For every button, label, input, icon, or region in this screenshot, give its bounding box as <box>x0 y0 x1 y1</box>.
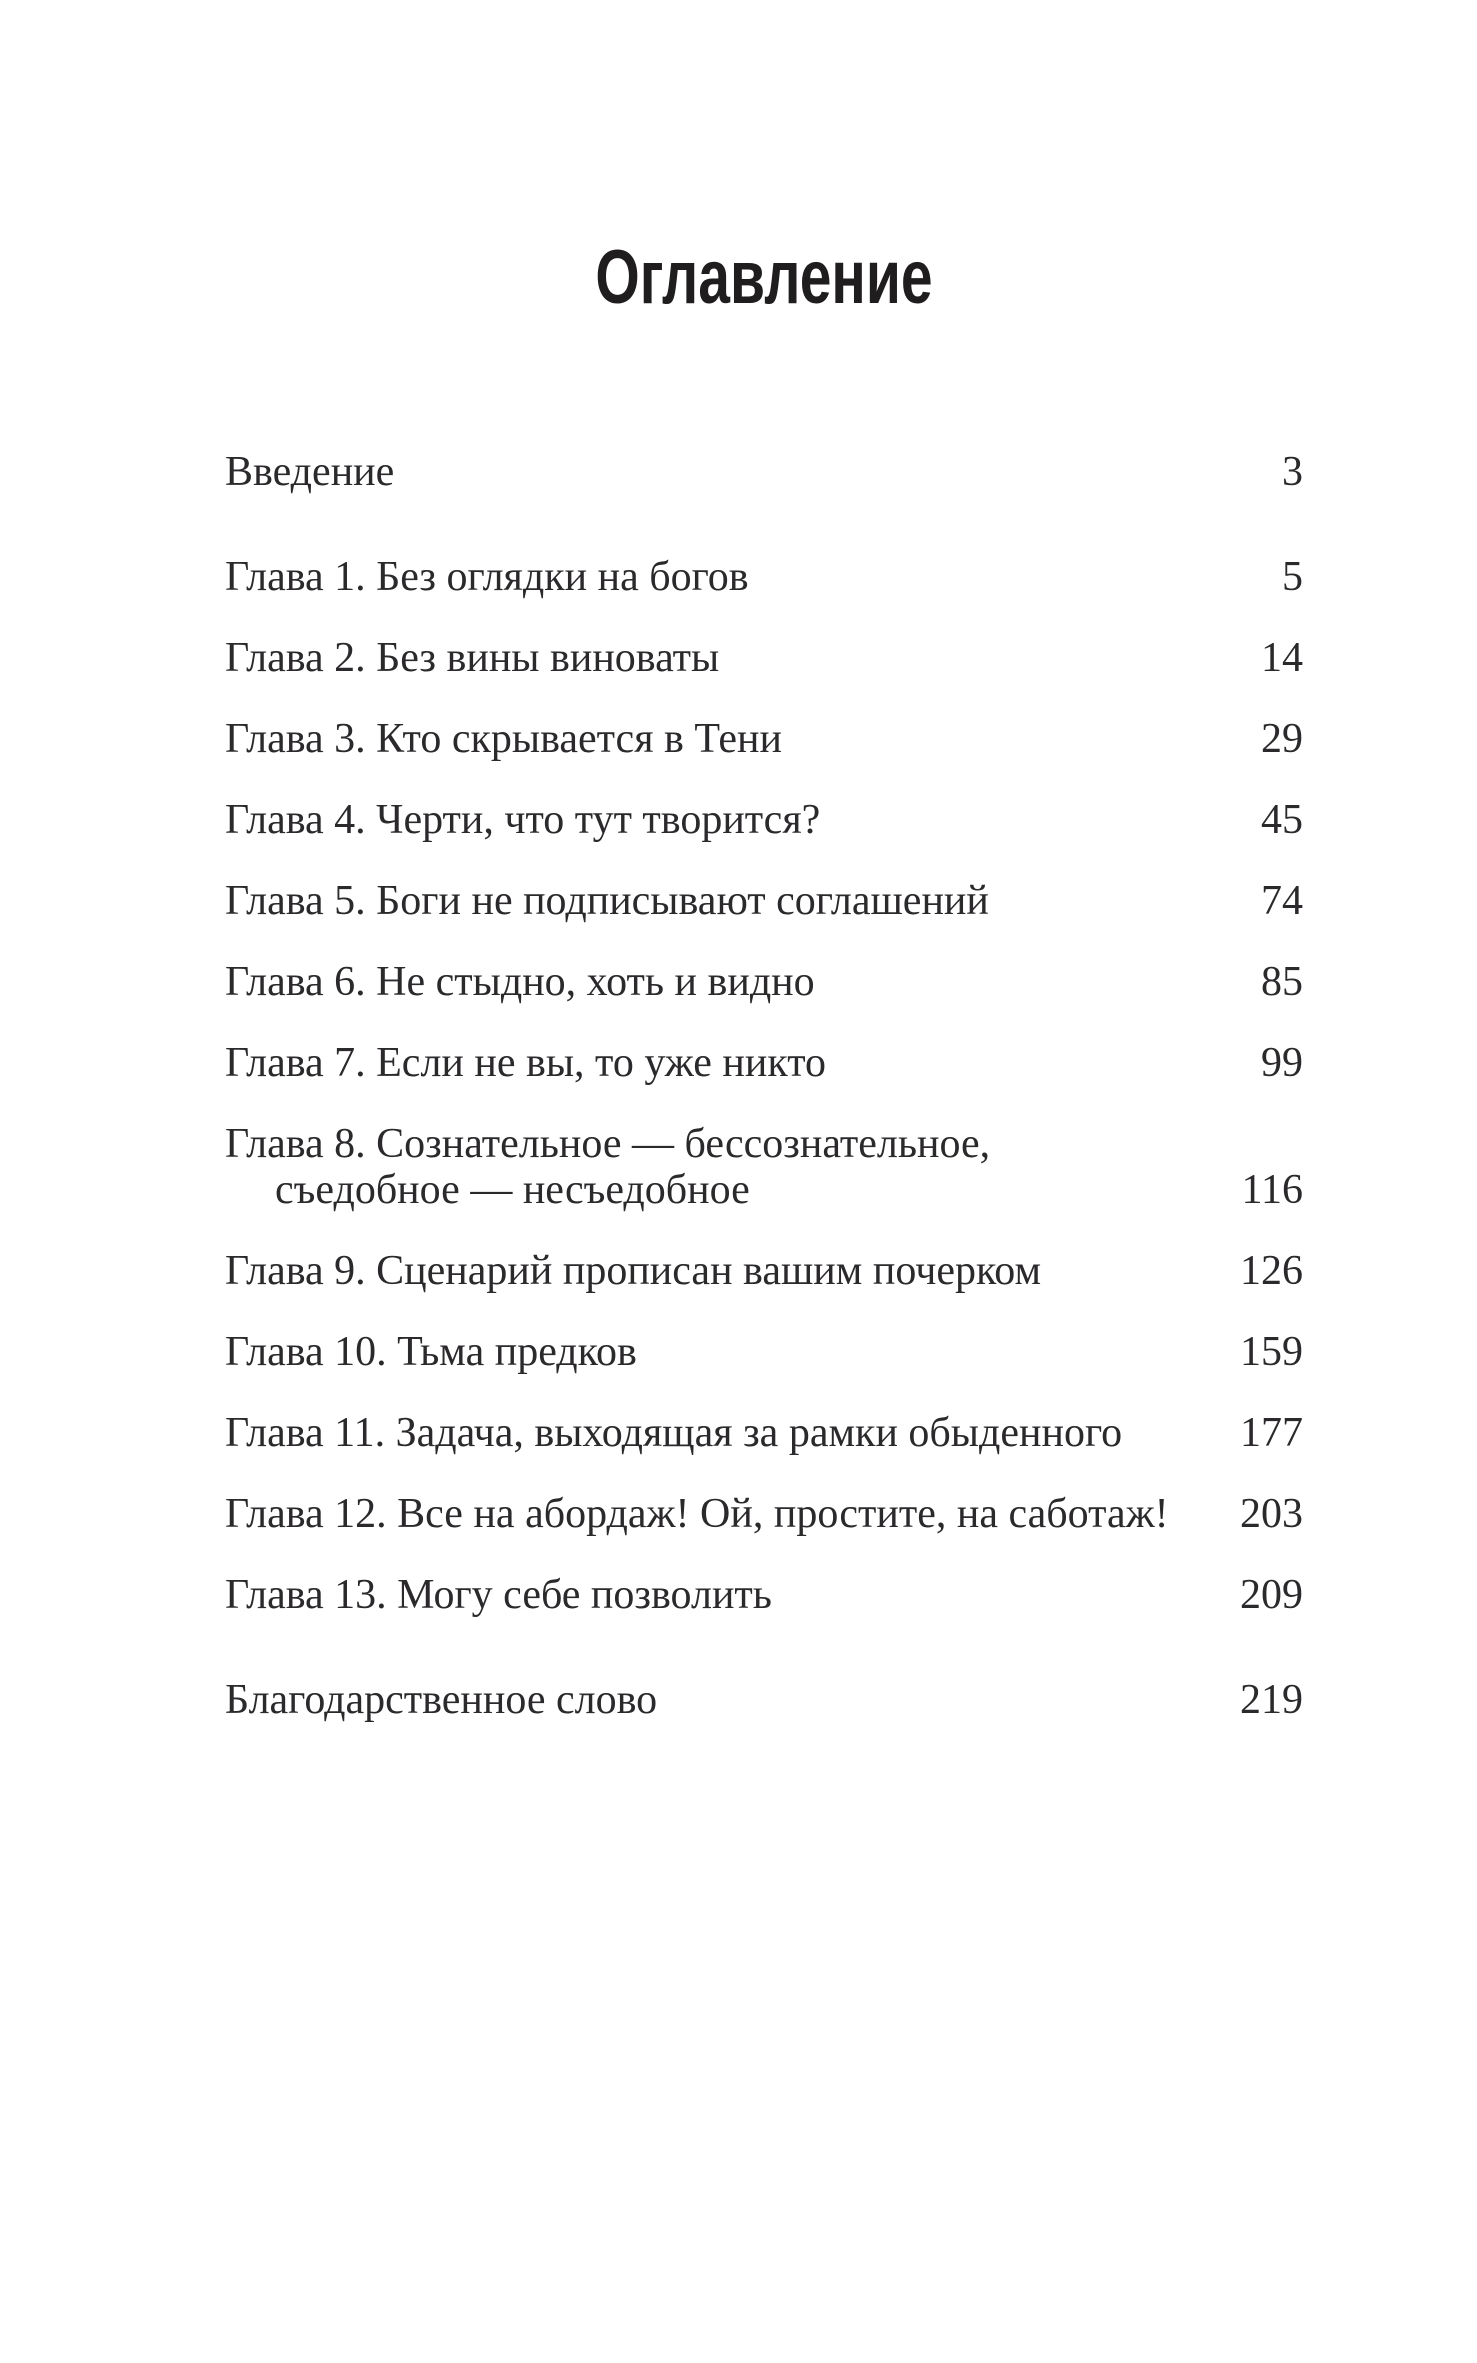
toc-entry-line <box>225 1677 1303 1723</box>
toc-entry-page: 177 <box>1240 1410 1303 1456</box>
toc-entry-line <box>225 716 1303 762</box>
toc-entry-title: Глава 2. Без вины виноваты <box>225 635 720 681</box>
toc-entry-page: 85 <box>1261 959 1303 1005</box>
toc-entry-page: 126 <box>1240 1248 1303 1294</box>
toc-content <box>225 0 1303 1723</box>
toc-entry <box>225 1248 1303 1294</box>
toc-entry-line <box>225 1410 1303 1456</box>
toc-entry <box>225 554 1303 600</box>
toc-entry-line <box>225 1040 1303 1086</box>
toc-entry-title: Глава 5. Боги не подписывают соглашений <box>225 878 989 924</box>
toc-entry-title: Глава 6. Не стыдно, хоть и видно <box>225 959 815 1005</box>
toc-entry-title: Глава 3. Кто скрывается в Тени <box>225 716 782 762</box>
toc-entry-line <box>225 1167 1303 1213</box>
toc-entry-line <box>225 1491 1303 1537</box>
toc-entry-page: 159 <box>1240 1329 1303 1375</box>
toc-entry-title: Глава 8. Сознательное — бессознательное, <box>225 1121 991 1167</box>
toc-entry-page: 74 <box>1261 878 1303 924</box>
toc-entry-page: 116 <box>1241 1167 1303 1213</box>
toc-entry-title: Глава 1. Без оглядки на богов <box>225 554 749 600</box>
toc-entry <box>225 1572 1303 1618</box>
toc-entry <box>225 878 1303 924</box>
toc-entry-page: 45 <box>1261 797 1303 843</box>
toc-entry-title: Глава 7. Если не вы, то уже никто <box>225 1040 827 1086</box>
toc-entry <box>225 1410 1303 1456</box>
toc-entry-page: 219 <box>1240 1677 1303 1723</box>
toc-entry-line <box>225 449 1303 495</box>
toc-entry-title: съедобное — несъедобное <box>275 1167 750 1213</box>
toc-entry-line <box>225 1572 1303 1618</box>
toc-entry <box>225 635 1303 681</box>
toc-entry-title: Глава 13. Могу себе позволить <box>225 1572 772 1618</box>
toc-entry <box>225 1329 1303 1375</box>
toc-entry <box>225 1121 1303 1213</box>
toc-entry <box>225 1040 1303 1086</box>
toc-entry-title: Глава 11. Задача, выходящая за рамки обыденного <box>225 1410 1123 1456</box>
toc-entry-title: Глава 10. Тьма предков <box>225 1329 637 1375</box>
toc-entry-page: 14 <box>1261 635 1303 681</box>
toc-entry <box>225 1677 1303 1723</box>
page-title: Оглавление <box>595 235 933 320</box>
toc-entry-title: Глава 12. Все на абордаж! Ой, простите, на саботаж! <box>225 1491 1169 1537</box>
toc-entry <box>225 449 1303 495</box>
toc-entry-page: 209 <box>1240 1572 1303 1618</box>
toc-entry-title: Введение <box>225 449 395 495</box>
toc-entry-line <box>225 878 1303 924</box>
toc-entry <box>225 1491 1303 1537</box>
toc-entry <box>225 959 1303 1005</box>
toc-entry-line <box>225 554 1303 600</box>
toc-entry-line <box>225 797 1303 843</box>
toc-entry-page: 203 <box>1240 1491 1303 1537</box>
toc-entry-line <box>225 959 1303 1005</box>
toc-entry-line <box>225 1121 1303 1167</box>
toc-entry-line <box>225 1329 1303 1375</box>
toc-entry-line <box>225 1248 1303 1294</box>
toc-entry-title: Благодарственное слово <box>225 1677 658 1723</box>
toc-entry-page: 3 <box>1282 449 1303 495</box>
toc-entry-page: 5 <box>1282 554 1303 600</box>
toc-entry <box>225 797 1303 843</box>
toc-entry <box>225 716 1303 762</box>
toc-entry-line <box>225 635 1303 681</box>
toc-entry-title: Глава 9. Сценарий прописан вашим почерком <box>225 1248 1042 1294</box>
toc-entry-title: Глава 4. Черти, что тут творится? <box>225 797 821 843</box>
toc-list <box>225 449 1303 1723</box>
toc-entry-page: 29 <box>1261 716 1303 762</box>
toc-entry-page: 99 <box>1261 1040 1303 1086</box>
